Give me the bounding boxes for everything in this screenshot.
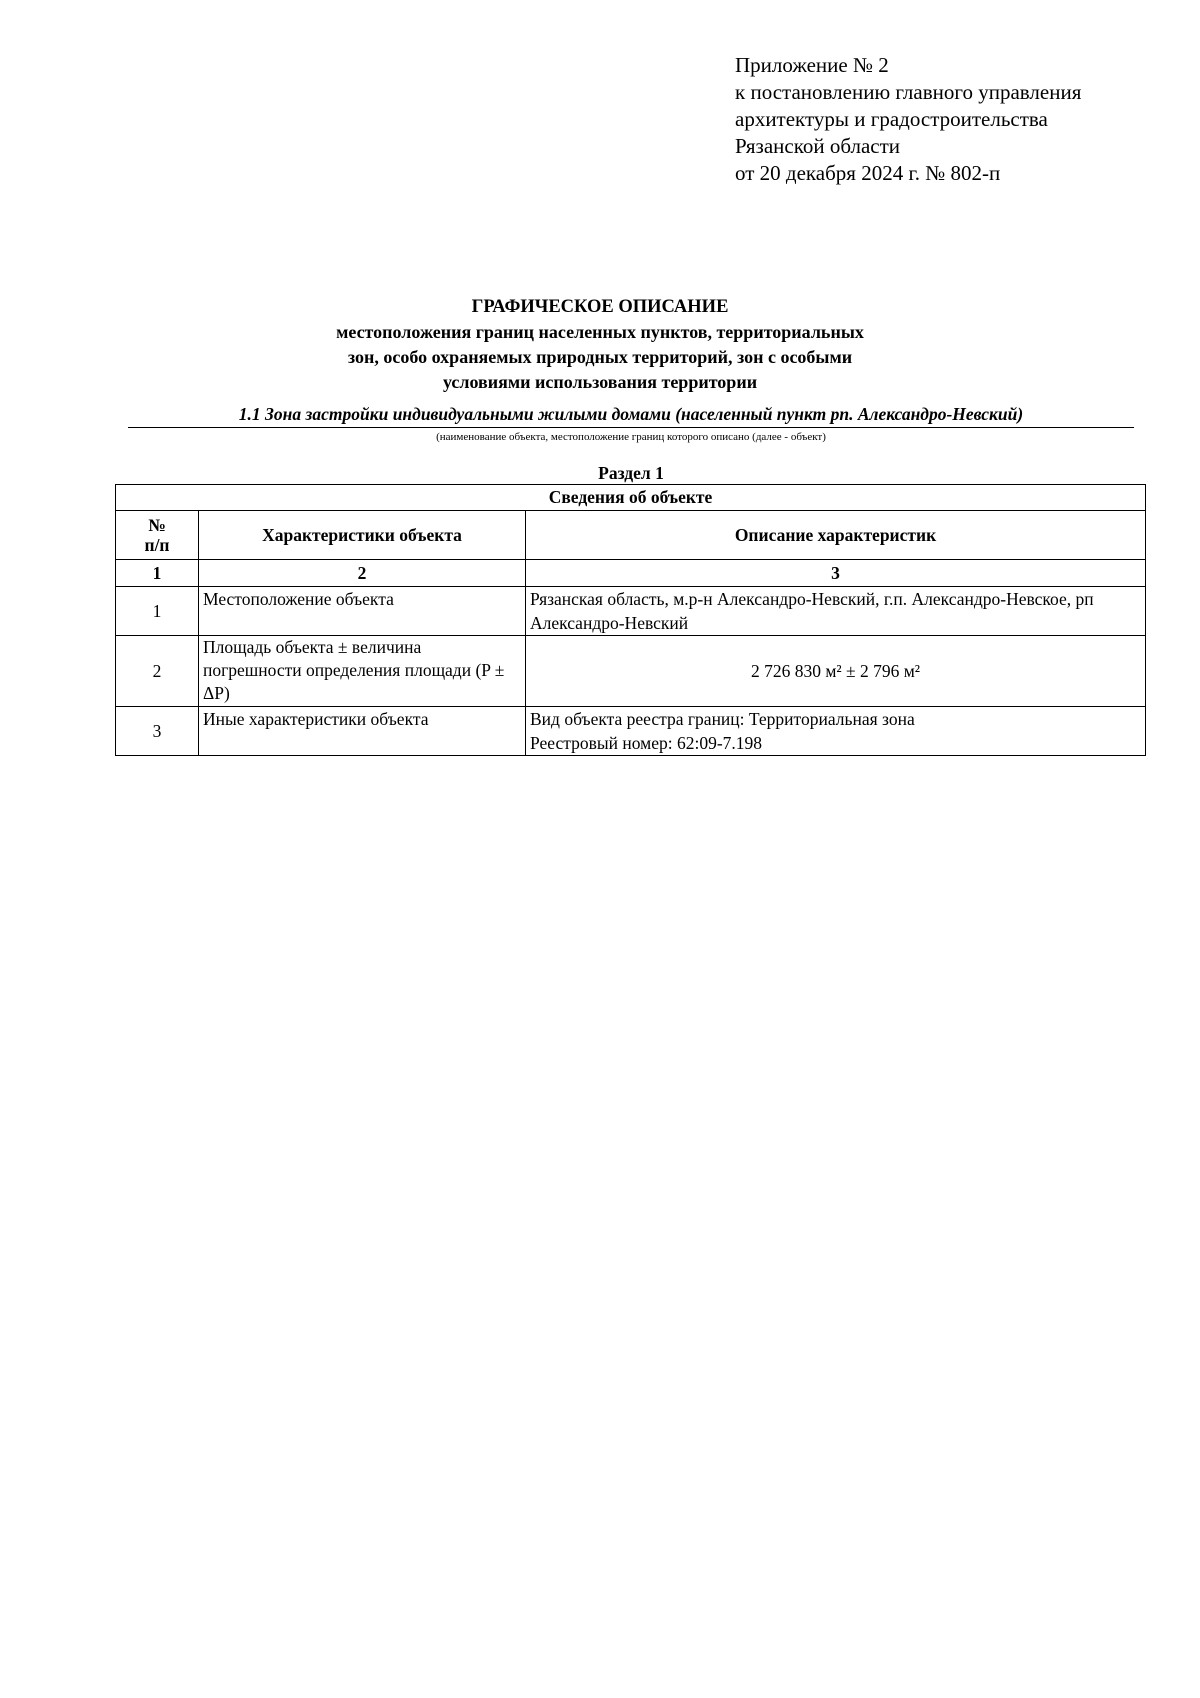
column-number: 2	[199, 560, 526, 587]
column-number: 1	[116, 560, 199, 587]
section-title: Раздел 1	[598, 463, 664, 483]
row-description: 2 726 830 м² ± 2 796 м²	[526, 636, 1146, 707]
row-number: 1	[116, 587, 199, 636]
object-name: 1.1 Зона застройки индивидуальными жилыми домами (населенный пункт рп. Александро-Невский)	[128, 404, 1134, 428]
table-caption-row	[116, 485, 1146, 511]
title-line: местоположения границ населенных пунктов, территориальных	[336, 322, 864, 342]
header-characteristics: Характеристики объекта	[199, 511, 526, 560]
appendix-line: Приложение № 2	[735, 53, 889, 77]
row-number: 3	[116, 707, 199, 756]
title-main: ГРАФИЧЕСКОЕ ОПИСАНИЕ	[471, 297, 729, 317]
title-line: зон, особо охраняемых природных территорий, зон с особыми	[347, 347, 853, 367]
row-description-line: Вид объекта реестра границ: Территориальная зона	[530, 709, 915, 729]
row-description	[526, 707, 1146, 756]
appendix-date-line: от 20 декабря 2024 г. № 802-п	[735, 161, 1001, 185]
object-name-caption: (наименование объекта, местоположение границ которого описано (далее - объект)	[436, 431, 826, 443]
object-info-table	[115, 484, 1146, 756]
document-title	[0, 295, 1200, 395]
column-number: 3	[526, 560, 1146, 587]
header-number-line: №	[148, 515, 166, 535]
appendix-line: архитектуры и градостроительства	[735, 107, 1048, 131]
row-description-line: Реестровый номер: 62:09-7.198	[530, 733, 763, 753]
row-description: Рязанская область, м.р-н Александро-Невский, г.п. Александро-Невское, рп Александро-Невский	[526, 587, 1146, 636]
row-characteristic: Местоположение объекта	[199, 587, 526, 636]
row-characteristic: Иные характеристики объекта	[199, 707, 526, 756]
table-header-row	[116, 511, 1146, 560]
appendix-line: к постановлению главного управления	[735, 80, 1082, 104]
row-number: 2	[116, 636, 199, 707]
appendix-header	[735, 52, 1081, 187]
appendix-line: Рязанской области	[735, 134, 901, 158]
table-row	[116, 636, 1146, 707]
header-number	[116, 511, 199, 560]
header-description: Описание характеристик	[526, 511, 1146, 560]
table-caption: Сведения об объекте	[116, 485, 1146, 511]
title-line: условиями использования территории	[442, 372, 758, 392]
row-characteristic: Площадь объекта ± величина погрешности определения площади (P ± ΔP)	[199, 636, 526, 707]
header-number-line: п/п	[144, 535, 170, 555]
table-row	[116, 707, 1146, 756]
column-number-row	[116, 560, 1146, 587]
table-row	[116, 587, 1146, 636]
